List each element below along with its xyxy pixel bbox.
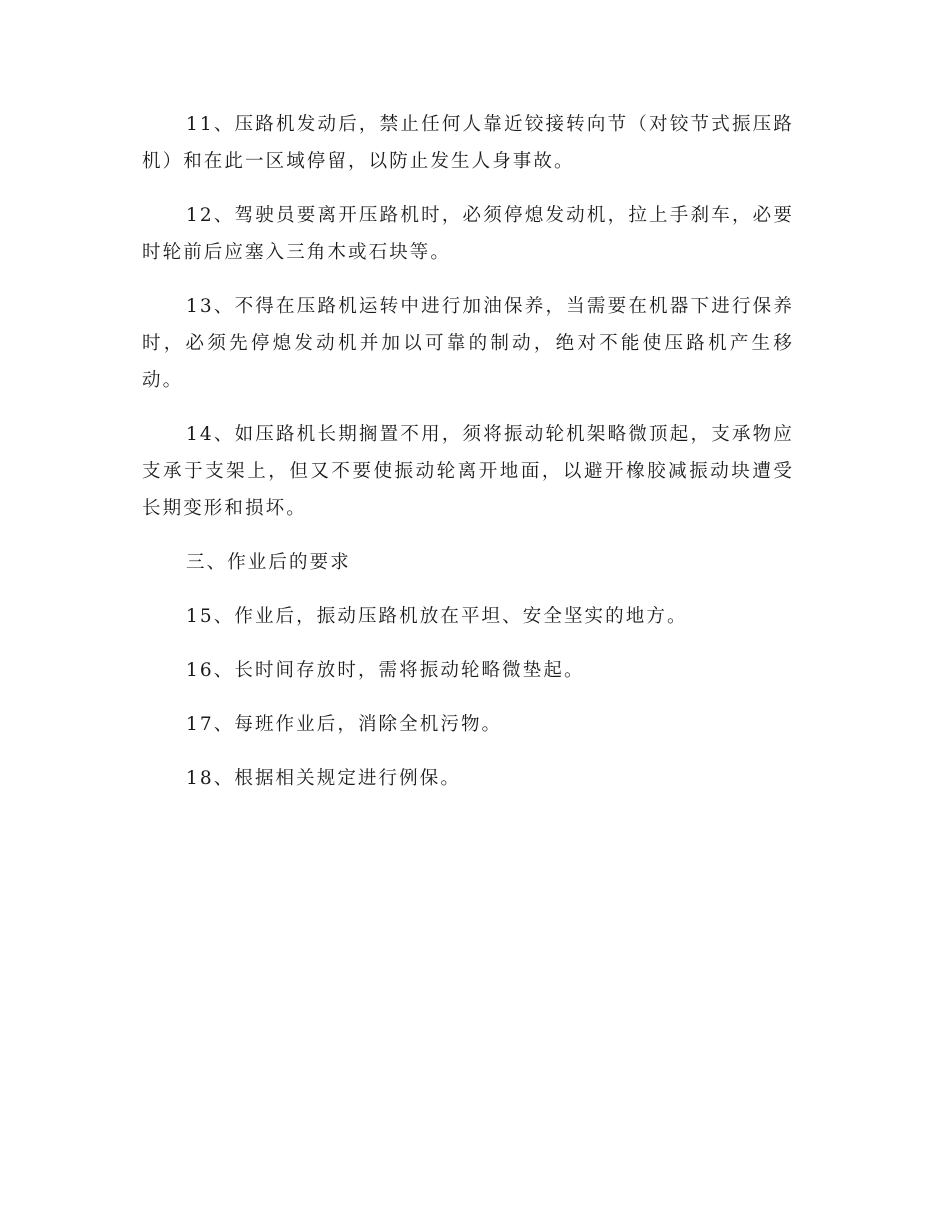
- paragraph-item-13: 13、不得在压路机运转中进行加油保养，当需要在机器下进行保养时，必须先停熄发动机并加以可靠的制动，绝对不能使压路机产生移动。: [142, 296, 794, 391]
- paragraph-item-18: 18、根据相关规定进行例保。: [186, 768, 461, 789]
- document-body: [142, 106, 794, 814]
- paragraph-item-14: 14、如压路机长期搁置不用，须将振动轮机架略微顶起，支承物应支承于支架上，但又不要使振动轮离开地面，以避开橡胶减振动块遭受长期变形和损坏。: [142, 424, 794, 519]
- paragraph-item-15: 15、作业后，振动压路机放在平坦、安全坚实的地方。: [186, 606, 688, 627]
- paragraph-item-11: 11、压路机发动后，禁止任何人靠近铰接转向节（对铰节式振压路机）和在此一区域停留，以防止发生人身事故。: [142, 114, 794, 172]
- paragraph-item-12: 12、驾驶员要离开压路机时，必须停熄发动机，拉上手刹车，必要时轮前后应塞入三角木或石块等。: [142, 205, 794, 263]
- paragraph-item-17: 17、每班作业后，消除全机污物。: [186, 714, 503, 735]
- section-heading-after-work: 三、作业后的要求: [186, 552, 351, 573]
- paragraph-item-16: 16、长时间存放时，需将振动轮略微垫起。: [186, 660, 585, 681]
